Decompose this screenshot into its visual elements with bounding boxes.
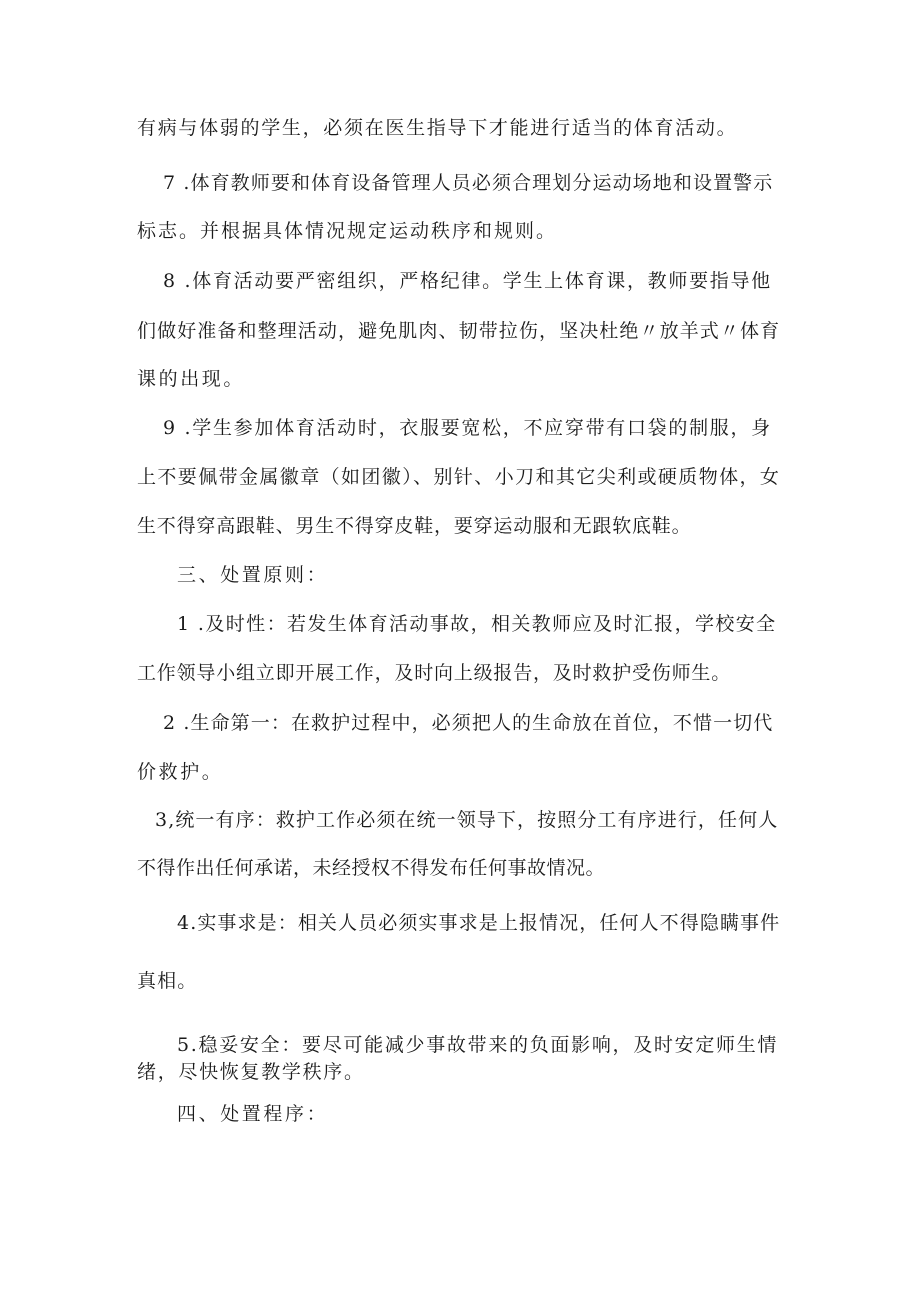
text-line: 4.实事求是：相关人员必须实事求是上报情况，任何人不得隐瞒事件 [177, 912, 781, 934]
section-heading: 三、处置原则： [177, 564, 329, 586]
text-line: 价救护。 [137, 761, 224, 783]
text-line: 3,统一有序：救护工作必须在统一领导下，按照分工有序进行，任何人 [155, 809, 779, 831]
text-line: 不得作出任何承诺，未经授权不得发布任何事故情况。 [137, 857, 606, 879]
text-line: 8 .体育活动要严密组织，严格纪律。学生上体育课，教师要指导他 [163, 270, 772, 292]
text-line: 工作领导小组立即开展工作，及时向上级报告，及时救护受伤师生。 [137, 662, 732, 684]
text-line: 生不得穿高跟鞋、男生不得穿皮鞋，要穿运动服和无跟软底鞋。 [137, 515, 692, 537]
text-line: 绪，尽快恢复教学秩序。 [137, 1061, 365, 1083]
text-line: 5.稳妥安全：要尽可能减少事故带来的负面影响，及时安定师生情 [177, 1034, 779, 1056]
text-line: 2 .生命第一：在救护过程中，必须把人的生命放在首位，不惜一切代 [163, 712, 774, 734]
text-line: 标志。并根据具体情况规定运动秩序和规则。 [137, 220, 558, 242]
text-line: 上不要佩带金属徽章（如团徽）、别针、小刀和其它尖利或硬质物体，女 [137, 466, 781, 488]
text-line: 课的出现。 [137, 368, 246, 390]
text-line: 有病与体弱的学生，必须在医生指导下才能进行适当的体育活动。 [137, 117, 738, 139]
text-line: 9 .学生参加体育活动时，衣服要宽松，不应穿带有口袋的制服，身 [163, 417, 772, 439]
text-line: 7 .体育教师要和体育设备管理人员必须合理划分运动场地和设置警示 [163, 172, 774, 194]
section-heading: 四、处置程序： [177, 1103, 329, 1125]
text-line: 们做好准备和整理活动，避免肌肉、韧带拉伤，坚决杜绝〃放羊式〃体育 [137, 320, 781, 342]
text-line: 真相。 [137, 970, 198, 992]
text-line: 1 .及时性：若发生体育活动事故，相关教师应及时汇报，学校安全 [177, 613, 777, 635]
